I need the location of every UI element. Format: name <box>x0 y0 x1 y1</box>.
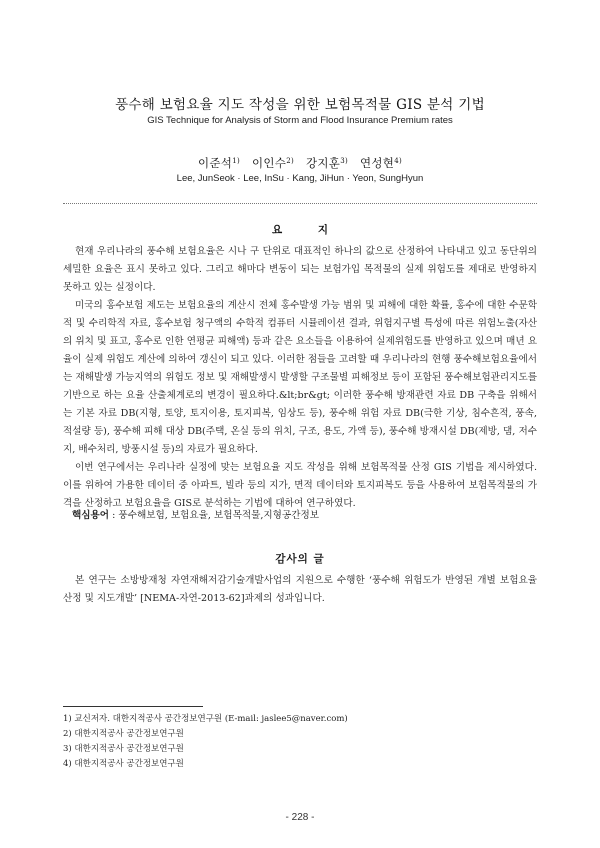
author-footnote-mark: 4) <box>394 157 403 165</box>
abstract-paragraph: 현재 우리나라의 풍수해 보험요율은 시나 구 단위로 대표적인 하나의 값으로 산정하여 나타내고 있고 동단위의 세밀한 요율은 표시 못하고 있다. 그리고 해마다 변동이 되는 보험가입 목적물의 실제 위험도를 제대로 반영하지 못하고 있는 실정이다. <box>63 246 537 293</box>
acknowledgment-paragraph: 본 연구는 소방방재청 자연재해저감기술개발사업의 지원으로 수행한 ‘풍수해 위험도가 반영된 개별 보험요율 산정 및 지도개발’ [NEMA-자연-2013-62]과제의 성과입니다. <box>63 575 537 604</box>
section-divider <box>63 203 537 204</box>
keywords-text: : 풍수해보험, 보험요율, 보험목적물,지형공간정보 <box>112 510 320 521</box>
footnote-2: 2) 대한지적공사 공간정보연구원 <box>63 729 184 739</box>
author-footnote-mark: 2) <box>286 157 295 165</box>
author-3 <box>306 156 348 170</box>
author-name: 강지훈 <box>305 156 341 170</box>
author-list-english: Lee, JunSeok · Lee, InSu · Kang, JiHun · Yeon, SungHyun <box>176 173 424 184</box>
author-2 <box>252 156 294 170</box>
footnote-4: 4) 대한지적공사 공간정보연구원 <box>63 759 184 769</box>
footnotes <box>63 712 537 772</box>
author-footnote-mark: 3) <box>340 157 349 165</box>
abstract-body <box>63 243 537 513</box>
author-4 <box>360 156 402 170</box>
abstract-paragraph: 이번 연구에서는 우리나라 실정에 맞는 보험요율 지도 작성을 위해 보험목적물 산정 GIS 기법을 제시하였다. 이를 위하여 가용한 데이터 중 아파트, 빌라 등의 지가, 면적 데이터와 토지피복도 등을 사용하여 보험목적물의 가격을 산정하고 보험요율을 GIS로 분석하는 기법에 대하여 연구하였다. <box>63 462 537 509</box>
acknowledgment-body <box>63 572 537 608</box>
author-name: 연성현 <box>359 156 395 170</box>
footnote-3: 3) 대한지적공사 공간정보연구원 <box>63 744 184 754</box>
keywords-label: 핵심용어 <box>72 510 110 521</box>
author-list-korean <box>0 155 600 171</box>
author-footnote-mark: 1) <box>232 157 241 165</box>
footnote-divider <box>63 706 203 707</box>
abstract-heading: 요 지 <box>272 224 344 236</box>
author-1 <box>198 156 240 170</box>
abstract-paragraph: 미국의 홍수보험 제도는 보험요율의 계산시 전체 홍수발생 가능 범위 및 피해에 대한 확률, 홍수에 대한 수문학적 및 수리학적 자료, 홍수보험 청구액의 수학적 컴퓨터 시뮬레이션 결과, 위험지구별 특성에 따른 위험노출(자산의 위치 및 표고, 홍수로 인한 연평균 피해액) 등과 같은 요소들을 이용하여 실제위험도를 반영하고 있으며 매년 요율이 실제 위험도 계산에 의하여 갱신이 되고 있다. 이러한 점들을 고려할 때 우리나라의 현행 풍수해보험요율에서는 재해발생 가능지역의 위험도 정보 및 재해발생시 발생할 구조물별 피해정보 등이 포함된 풍수해보험관리지도를 기반으로 하는 요율 산출체계로의 변경이 필요하다.&lt;br&gt; 이러한 풍수해 방재관련 자료 DB 구축을 위해서는 기본 자료 DB(지형, 토양, 토지이용, 토지피복, 임상도 등), 풍수해 위험 자료 DB(극한 기상, 침수흔적, 풍속, 적설량 등), 풍수해 피해 대상 DB(주택, 온실 등의 위치, 구조, 용도, 가액 등), 풍수해 방재시설 DB(제방, 댐, 저수지, 배수처리, 방풍시설 등)의 자료가 필요하다. <box>63 300 537 455</box>
keywords-line <box>72 507 319 521</box>
paper-title-english: GIS Technique for Analysis of Storm and Flood Insurance Premium rates <box>147 115 453 126</box>
footnote-1: 1) 교신저자. 대한지적공사 공간정보연구원 (E-mail: jaslee5@naver.com) <box>63 714 348 724</box>
acknowledgment-heading: 감사의 글 <box>275 553 325 565</box>
page-number: - 228 - <box>285 812 315 823</box>
author-name: 이인수 <box>251 156 287 170</box>
paper-title-korean: 풍수해 보험요율 지도 작성을 위한 보험목적물 GIS 분석 기법 <box>115 97 485 113</box>
author-name: 이준석 <box>197 156 233 170</box>
